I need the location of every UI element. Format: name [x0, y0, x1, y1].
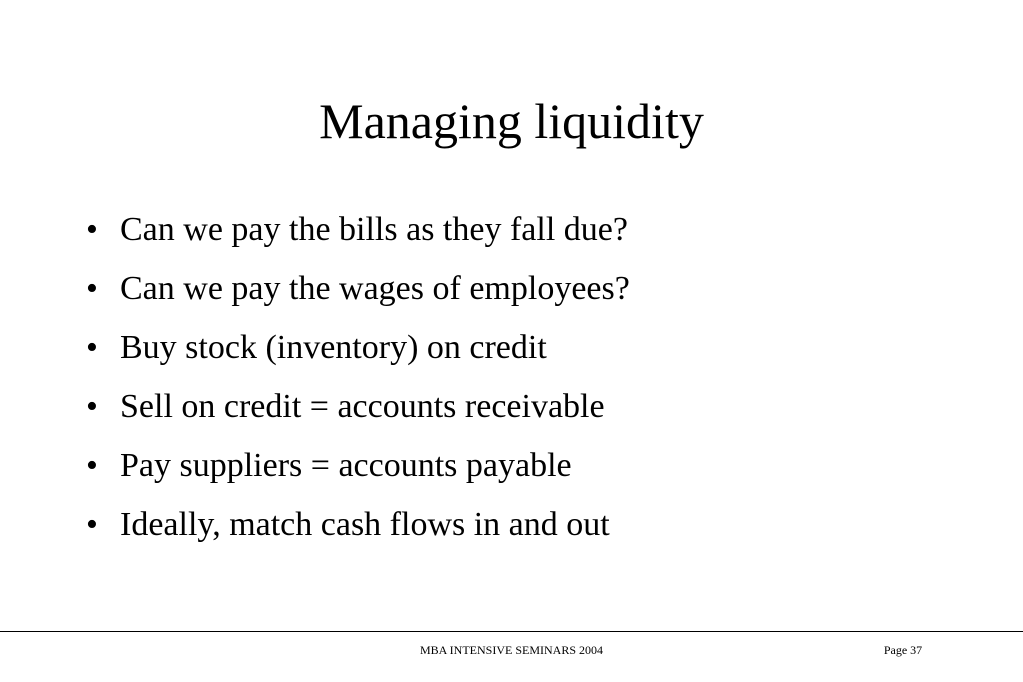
footer-page-number: Page 37	[883, 643, 923, 657]
bullet-text: Can we pay the wages of employees?	[120, 270, 630, 307]
slide-title: Managing liquidity	[319, 93, 704, 149]
bullet-text: Can we pay the bills as they fall due?	[120, 211, 628, 248]
bullet-text: Sell on credit = accounts receivable	[120, 388, 605, 425]
footer-seminar-label: MBA INTENSIVE SEMINARS 2004	[419, 643, 603, 657]
bullet-marker: •	[86, 270, 98, 307]
bullet-text: Pay suppliers = accounts payable	[120, 447, 572, 484]
bullet-text: Buy stock (inventory) on credit	[120, 329, 547, 366]
bullet-marker: •	[86, 388, 98, 425]
bullet-marker: •	[86, 211, 98, 248]
bullet-marker: •	[86, 447, 98, 484]
bullet-text: Ideally, match cash flows in and out	[120, 506, 610, 543]
bullet-marker: •	[86, 329, 98, 366]
bullet-marker: •	[86, 506, 98, 543]
footer-divider	[0, 631, 1023, 632]
